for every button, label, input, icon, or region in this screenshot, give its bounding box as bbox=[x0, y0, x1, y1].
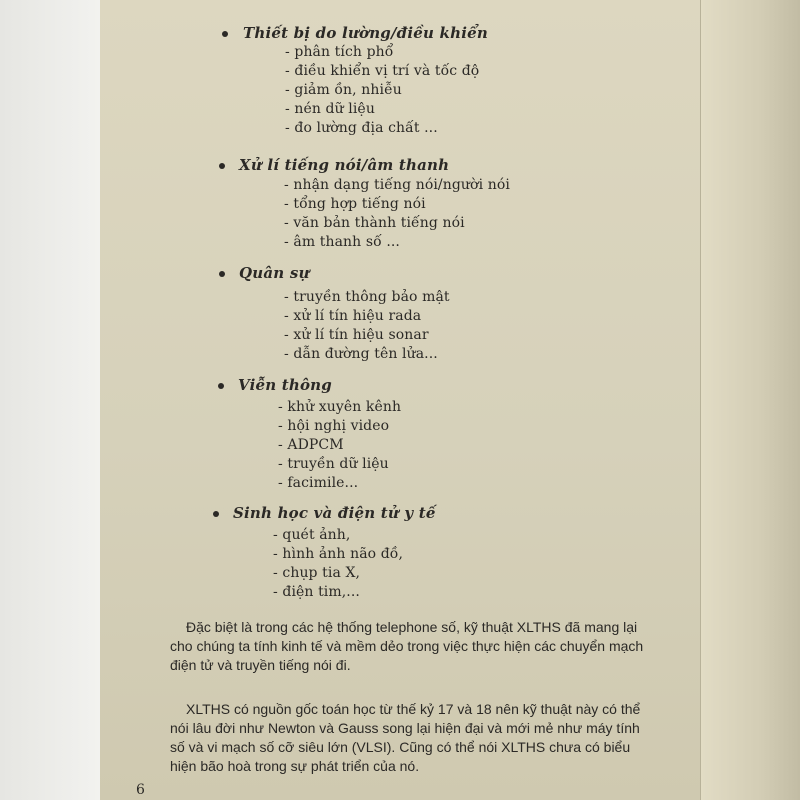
list-item: - hình ảnh não đồ, bbox=[273, 546, 404, 562]
list-item: - khử xuyên kênh bbox=[278, 399, 402, 415]
list-item: - đo lường địa chất ... bbox=[285, 120, 438, 136]
list-item: - phân tích phổ bbox=[285, 44, 394, 60]
bullet-icon bbox=[222, 31, 228, 37]
list-item: - xử lí tín hiệu sonar bbox=[284, 327, 429, 343]
list-item: - hội nghị video bbox=[278, 418, 390, 434]
list-item: - ADPCM bbox=[278, 437, 344, 453]
bullet-icon bbox=[219, 163, 225, 169]
list-item: - quét ảnh, bbox=[273, 527, 351, 543]
page-number: 6 bbox=[136, 782, 145, 798]
paragraph-telephone bbox=[170, 618, 643, 675]
paragraph-line: điện tử và truyền tiếng nói đi. bbox=[170, 657, 351, 673]
section-title-measurement: Thiết bị do lường/điều khiển bbox=[243, 24, 488, 42]
paragraph-history bbox=[170, 700, 640, 776]
paragraph-line: Đặc biệt là trong các hệ thống telephone số, kỹ thuật XLTHS đã mang lại bbox=[186, 619, 638, 635]
list-item: - âm thanh số ... bbox=[284, 234, 400, 250]
list-item: - tổng hợp tiếng nói bbox=[284, 196, 426, 212]
list-item: - truyền dữ liệu bbox=[278, 456, 389, 472]
list-item: - facimile... bbox=[278, 475, 359, 491]
paragraph-line: XLTHS có nguồn gốc toán học từ thế kỷ 17 và 18 nên kỹ thuật này có thể bbox=[186, 701, 641, 717]
list-item: - chụp tia X, bbox=[273, 565, 361, 581]
list-item: - nhận dạng tiếng nói/người nói bbox=[284, 177, 510, 193]
list-item: - văn bản thành tiếng nói bbox=[284, 215, 465, 231]
bullet-icon bbox=[213, 511, 219, 517]
list-item: - giảm ồn, nhiễu bbox=[285, 82, 402, 98]
section-title-biomedical: Sinh học và điện tử y tế bbox=[233, 504, 436, 522]
paragraph-line: cho chúng ta tính kinh tế và mềm dẻo trong việc thực hiện các chuyển mạch bbox=[170, 638, 644, 654]
section-title-telecom: Viễn thông bbox=[238, 376, 332, 394]
list-item: - truyền thông bảo mật bbox=[284, 289, 450, 305]
paragraph-line: nói lâu đời như Newton và Gauss song lại hiện đại và mới mẻ như máy tính bbox=[170, 720, 640, 736]
list-item: - dẫn đường tên lửa... bbox=[284, 346, 438, 362]
list-item: - điện tim,... bbox=[273, 584, 360, 600]
list-item: - xử lí tín hiệu rada bbox=[284, 308, 422, 324]
bullet-icon bbox=[219, 271, 225, 277]
list-item: - nén dữ liệu bbox=[285, 101, 375, 117]
bullet-icon bbox=[218, 383, 224, 389]
section-title-military: Quân sự bbox=[239, 264, 310, 282]
section-title-speech: Xử lí tiếng nói/âm thanh bbox=[239, 156, 450, 174]
list-item: - điều khiển vị trí và tốc độ bbox=[285, 63, 480, 79]
paragraph-line: hiện bão hoà trong sự phát triển của nó. bbox=[170, 758, 420, 774]
paragraph-line: số và vi mạch số cỡ siêu lớn (VLSI). Cũng có thể nói XLTHS chưa có biểu bbox=[170, 739, 631, 755]
